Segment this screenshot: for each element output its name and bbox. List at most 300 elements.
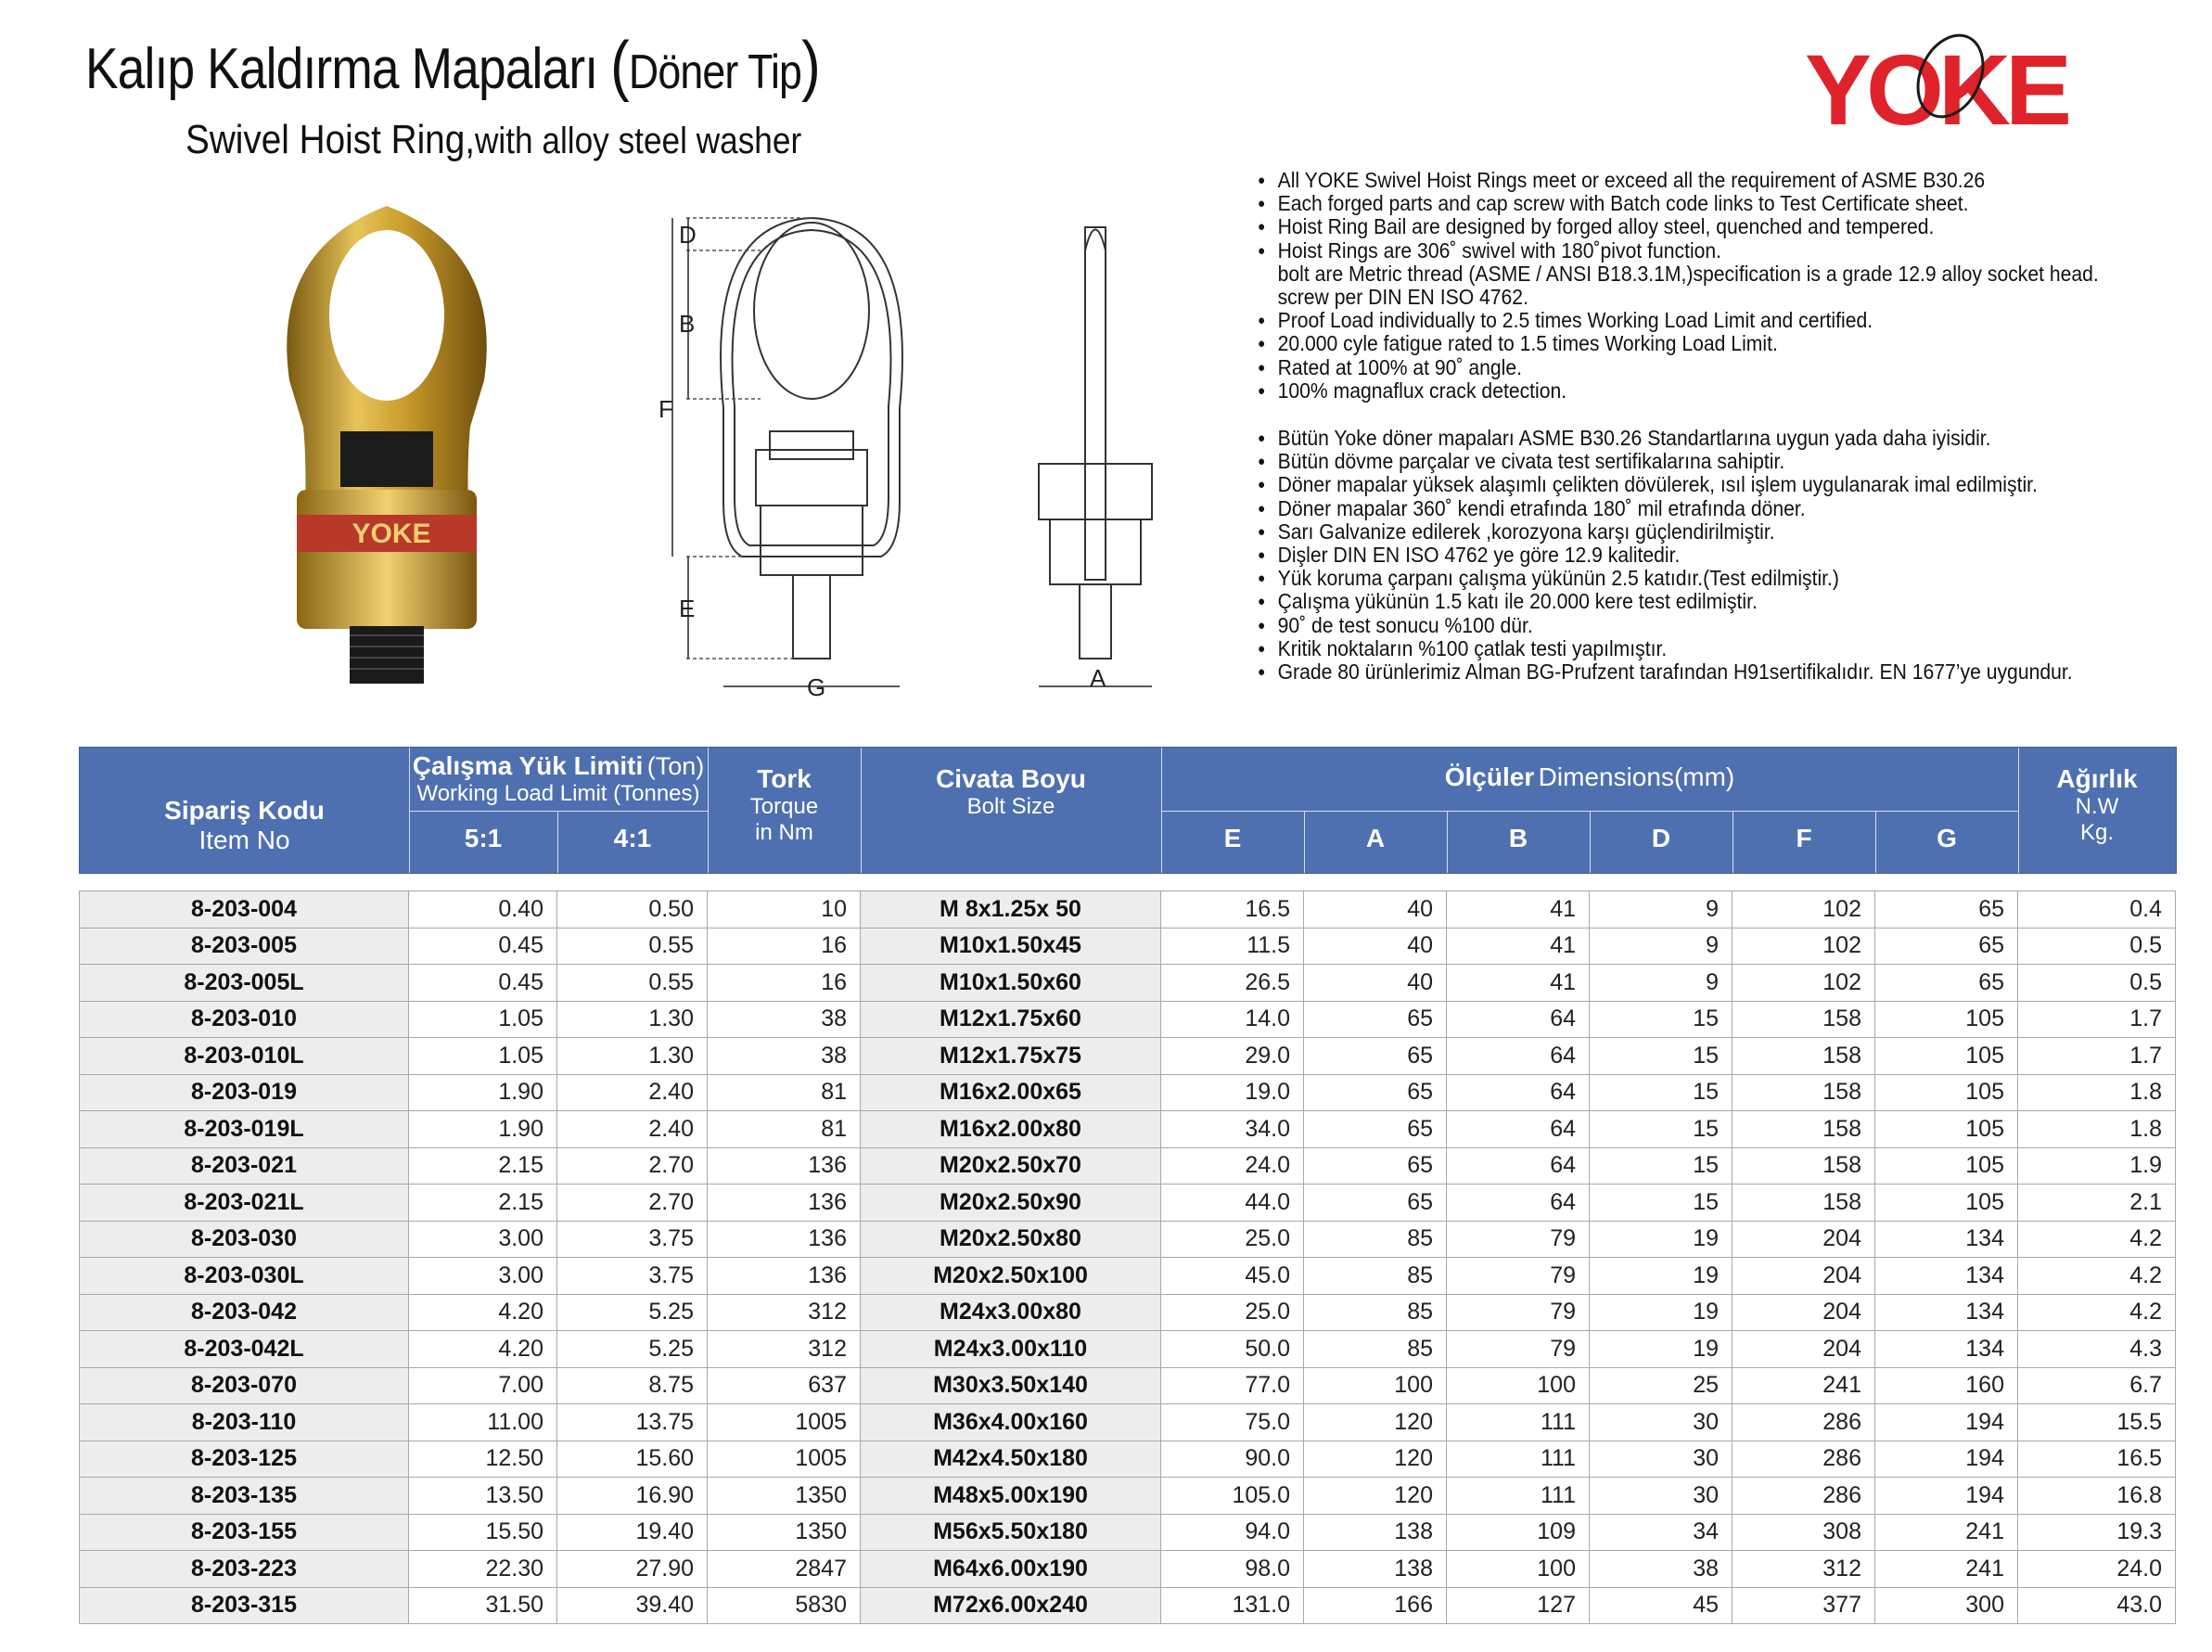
cell-dim-d: 30 (1590, 1404, 1733, 1441)
cell-torque: 1350 (708, 1478, 861, 1515)
cell-dim-f: 158 (1733, 1111, 1875, 1148)
table-row (80, 1294, 2176, 1331)
cell-wll-5-1: 0.40 (409, 891, 557, 928)
list-item: ● 90˚ de test sonucu %100 dür. (1258, 614, 2092, 637)
cell-weight: 24.0 (2018, 1551, 2176, 1588)
cell-dim-g: 105 (1875, 1147, 2018, 1185)
cell-torque: 2847 (708, 1551, 861, 1588)
cell-dim-a: 85 (1304, 1221, 1447, 1258)
cell-dim-f: 204 (1733, 1221, 1875, 1258)
cell-bolt-size: M16x2.00x65 (861, 1074, 1161, 1111)
cell-dim-g: 194 (1875, 1404, 2018, 1441)
cell-dim-b: 64 (1447, 1111, 1590, 1148)
cell-dim-a: 65 (1304, 1111, 1447, 1148)
table-row (80, 1147, 2176, 1185)
cell-dim-g: 134 (1875, 1221, 2018, 1258)
cell-dim-e: 94.0 (1161, 1514, 1304, 1551)
cell-item-no: 8-203-135 (80, 1478, 409, 1515)
cell-dim-e: 24.0 (1161, 1147, 1304, 1185)
cell-wll-5-1: 1.90 (409, 1111, 557, 1148)
cell-dim-d: 30 (1590, 1478, 1733, 1515)
header-bolt: Civata Boyu Bolt Size (936, 764, 1086, 819)
cell-dim-a: 65 (1304, 1147, 1447, 1185)
table-row (80, 1001, 2176, 1038)
cell-dim-g: 134 (1875, 1294, 2018, 1331)
cell-item-no: 8-203-004 (80, 891, 409, 928)
cell-dim-e: 25.0 (1161, 1294, 1304, 1331)
technical-drawing (631, 195, 1206, 714)
cell-dim-f: 158 (1733, 1038, 1875, 1075)
cell-wll-4-1: 3.75 (557, 1221, 708, 1258)
cell-bolt-size: M20x2.50x70 (861, 1147, 1161, 1185)
cell-dim-f: 308 (1733, 1514, 1875, 1551)
cell-dim-g: 105 (1875, 1038, 2018, 1075)
cell-dim-a: 40 (1304, 891, 1447, 928)
cell-wll-4-1: 8.75 (557, 1367, 708, 1404)
cell-dim-b: 64 (1447, 1001, 1590, 1038)
label-b: B (679, 310, 696, 338)
cell-dim-a: 65 (1304, 1038, 1447, 1075)
cell-torque: 136 (708, 1258, 861, 1295)
cell-item-no: 8-203-010 (80, 1001, 409, 1038)
cell-weight: 0.5 (2018, 928, 2176, 965)
cell-dim-e: 131.0 (1161, 1587, 1304, 1624)
title-main: Kalıp Kaldırma Mapaları (85, 37, 598, 101)
cell-dim-d: 19 (1590, 1294, 1733, 1331)
list-item: ● Bütün Yoke döner mapaları ASME B30.26 Standartlarına uygun yada daha iyisidir. (1258, 427, 2092, 450)
list-item-continued: screw per DIN EN ISO 4762. (1277, 285, 1528, 310)
cell-wll-4-1: 39.40 (557, 1587, 708, 1624)
turkish-features (1258, 427, 2185, 684)
cell-wll-5-1: 0.45 (409, 928, 557, 965)
cell-wll-5-1: 2.15 (409, 1147, 557, 1185)
list-item: ● Grade 80 ürünlerimiz Alman BG-Prufzent tarafından H91sertifikalıdır. EN 1677’ye uygundur. (1258, 660, 2092, 684)
cell-wll-5-1: 12.50 (409, 1441, 557, 1478)
cell-dim-f: 158 (1733, 1147, 1875, 1185)
cell-dim-a: 65 (1304, 1074, 1447, 1111)
cell-dim-f: 158 (1733, 1074, 1875, 1111)
cell-wll-4-1: 0.55 (557, 928, 708, 965)
page-title: Kalıp Kaldırma Mapaları (Döner Tip) (85, 29, 820, 103)
cell-dim-e: 29.0 (1161, 1038, 1304, 1075)
product-photo (252, 195, 521, 686)
cell-dim-g: 300 (1875, 1587, 2018, 1624)
cell-bolt-size: M36x4.00x160 (861, 1404, 1161, 1441)
header-dim-b: B (1508, 824, 1528, 852)
cell-dim-b: 41 (1447, 891, 1590, 928)
list-item: ● Hoist Ring Bail are designed by forged alloy steel, quenched and tempered. (1258, 215, 2092, 238)
cell-bolt-size: M20x2.50x100 (861, 1258, 1161, 1295)
cell-dim-d: 9 (1590, 891, 1733, 928)
header-ratio-4-1: 4:1 (613, 824, 652, 852)
cell-dim-b: 111 (1447, 1441, 1590, 1478)
list-item: ● Rated at 100% at 90˚ angle. (1258, 356, 2092, 379)
cell-torque: 637 (708, 1367, 861, 1404)
cell-dim-e: 16.5 (1161, 891, 1304, 928)
table-row (80, 1587, 2176, 1624)
cell-wll-4-1: 5.25 (557, 1294, 708, 1331)
list-item: ● Bütün dövme parçalar ve civata test sertifikalarına sahiptir. (1258, 450, 2092, 473)
cell-dim-f: 204 (1733, 1258, 1875, 1295)
cell-weight: 4.3 (2018, 1331, 2176, 1368)
cell-item-no: 8-203-125 (80, 1441, 409, 1478)
cell-dim-f: 158 (1733, 1001, 1875, 1038)
cell-item-no: 8-203-019 (80, 1074, 409, 1111)
cell-wll-5-1: 22.30 (409, 1551, 557, 1588)
cell-item-no: 8-203-223 (80, 1551, 409, 1588)
cell-dim-e: 90.0 (1161, 1441, 1304, 1478)
cell-dim-f: 102 (1733, 965, 1875, 1002)
header-torque: Tork Torque in Nm (749, 764, 819, 845)
cell-dim-f: 286 (1733, 1404, 1875, 1441)
label-e: E (679, 595, 696, 622)
table-row (80, 1038, 2176, 1075)
cell-weight: 2.1 (2018, 1185, 2176, 1222)
cell-item-no: 8-203-155 (80, 1514, 409, 1551)
cell-torque: 1350 (708, 1514, 861, 1551)
cell-dim-f: 286 (1733, 1478, 1875, 1515)
cell-wll-4-1: 2.40 (557, 1074, 708, 1111)
cell-bolt-size: M24x3.00x80 (861, 1294, 1161, 1331)
cell-wll-5-1: 4.20 (409, 1331, 557, 1368)
cell-torque: 5830 (708, 1587, 861, 1624)
cell-dim-a: 65 (1304, 1001, 1447, 1038)
cell-dim-g: 241 (1875, 1514, 2018, 1551)
cell-dim-g: 65 (1875, 928, 2018, 965)
cell-wll-4-1: 5.25 (557, 1331, 708, 1368)
cell-bolt-size: M20x2.50x80 (861, 1221, 1161, 1258)
photo-band-text: YOKE (352, 519, 431, 549)
cell-dim-g: 241 (1875, 1551, 2018, 1588)
cell-torque: 312 (708, 1294, 861, 1331)
cell-item-no: 8-203-030 (80, 1221, 409, 1258)
cell-weight: 1.7 (2018, 1038, 2176, 1075)
cell-weight: 4.2 (2018, 1258, 2176, 1295)
cell-dim-e: 19.0 (1161, 1074, 1304, 1111)
cell-dim-e: 25.0 (1161, 1221, 1304, 1258)
cell-dim-b: 64 (1447, 1147, 1590, 1185)
cell-dim-b: 109 (1447, 1514, 1590, 1551)
cell-dim-f: 312 (1733, 1551, 1875, 1588)
cell-dim-g: 105 (1875, 1001, 2018, 1038)
table-row (80, 1514, 2176, 1551)
cell-wll-5-1: 11.00 (409, 1404, 557, 1441)
list-item: ● Kritik noktaların %100 çatlak testi yapılmıştır. (1258, 637, 2092, 660)
header-dim-e: E (1223, 824, 1242, 852)
cell-wll-5-1: 2.15 (409, 1185, 557, 1222)
list-item: ● 100% magnaflux crack detection. (1258, 379, 2092, 403)
cell-dim-a: 85 (1304, 1258, 1447, 1295)
header-wll: Çalışma Yük Limiti (Ton) Working Load Limit (Tonnes) (412, 751, 705, 806)
cell-dim-f: 158 (1733, 1185, 1875, 1222)
cell-dim-b: 79 (1447, 1331, 1590, 1368)
cell-dim-g: 105 (1875, 1185, 2018, 1222)
list-item: ● Hoist Rings are 306˚ swivel with 180˚pivot function. (1258, 239, 2092, 263)
cell-wll-5-1: 15.50 (409, 1514, 557, 1551)
cell-torque: 81 (708, 1074, 861, 1111)
header-dimensions: Ölçüler Dimensions(mm) (1444, 762, 1735, 791)
list-item: ● All YOKE Swivel Hoist Rings meet or exceed all the requirement of ASME B30.26 (1258, 169, 2092, 192)
cell-dim-e: 98.0 (1161, 1551, 1304, 1588)
cell-weight: 15.5 (2018, 1404, 2176, 1441)
list-item: ● Proof Load individually to 2.5 times Working Load Limit and certified. (1258, 309, 2092, 332)
cell-wll-5-1: 4.20 (409, 1294, 557, 1331)
cell-dim-d: 9 (1590, 965, 1733, 1002)
cell-item-no: 8-203-030L (80, 1258, 409, 1295)
cell-dim-d: 34 (1590, 1514, 1733, 1551)
feature-list (1258, 169, 2185, 684)
table-row (80, 1478, 2176, 1515)
cell-item-no: 8-203-005L (80, 965, 409, 1002)
label-a: A (1090, 664, 1106, 692)
cell-item-no: 8-203-021L (80, 1185, 409, 1222)
cell-wll-4-1: 15.60 (557, 1441, 708, 1478)
cell-dim-b: 79 (1447, 1221, 1590, 1258)
label-f: F (658, 395, 673, 423)
cell-weight: 0.4 (2018, 891, 2176, 928)
cell-dim-g: 134 (1875, 1258, 2018, 1295)
cell-dim-g: 105 (1875, 1111, 2018, 1148)
cell-dim-f: 102 (1733, 891, 1875, 928)
list-item-continued: bolt are Metric thread (ASME / ANSI B18.3.1M,)specification is a grade 12.9 alloy socket head. (1277, 261, 2099, 286)
yoke-logo (1797, 32, 2103, 143)
cell-wll-5-1: 1.90 (409, 1074, 557, 1111)
cell-torque: 312 (708, 1331, 861, 1368)
cell-dim-f: 204 (1733, 1331, 1875, 1368)
cell-dim-f: 102 (1733, 928, 1875, 965)
cell-item-no: 8-203-042 (80, 1294, 409, 1331)
cell-dim-d: 19 (1590, 1258, 1733, 1295)
cell-torque: 38 (708, 1038, 861, 1075)
page-subtitle (185, 117, 801, 163)
cell-dim-g: 194 (1875, 1441, 2018, 1478)
cell-dim-b: 127 (1447, 1587, 1590, 1624)
cell-wll-4-1: 3.75 (557, 1258, 708, 1295)
cell-dim-d: 15 (1590, 1147, 1733, 1185)
cell-dim-a: 40 (1304, 928, 1447, 965)
cell-dim-b: 79 (1447, 1258, 1590, 1295)
cell-wll-5-1: 3.00 (409, 1221, 557, 1258)
cell-item-no: 8-203-042L (80, 1331, 409, 1368)
list-item: ● Each forged parts and cap screw with Batch code links to Test Certificate sheet. (1258, 192, 2092, 215)
cell-dim-d: 30 (1590, 1441, 1733, 1478)
cell-dim-e: 44.0 (1161, 1185, 1304, 1222)
cell-dim-a: 166 (1304, 1587, 1447, 1624)
cell-bolt-size: M30x3.50x140 (861, 1367, 1161, 1404)
cell-dim-e: 14.0 (1161, 1001, 1304, 1038)
cell-weight: 0.5 (2018, 965, 2176, 1002)
cell-wll-4-1: 0.50 (557, 891, 708, 928)
cell-weight: 43.0 (2018, 1587, 2176, 1624)
cell-dim-f: 286 (1733, 1441, 1875, 1478)
cell-dim-e: 11.5 (1161, 928, 1304, 965)
cell-dim-d: 19 (1590, 1221, 1733, 1258)
list-item: ● Yük koruma çarpanı çalışma yükünün 2.5 katıdır.(Test edilmiştir.) (1258, 567, 2092, 590)
cell-wll-5-1: 3.00 (409, 1258, 557, 1295)
header-dim-a: A (1365, 824, 1386, 852)
cell-dim-a: 65 (1304, 1185, 1447, 1222)
cell-wll-4-1: 16.90 (557, 1478, 708, 1515)
cell-wll-5-1: 1.05 (409, 1001, 557, 1038)
table-row (80, 1551, 2176, 1588)
cell-item-no: 8-203-019L (80, 1111, 409, 1148)
cell-bolt-size: M72x6.00x240 (861, 1587, 1161, 1624)
header-item-no: Sipariş Kodu Item No (164, 796, 325, 854)
cell-weight: 4.2 (2018, 1294, 2176, 1331)
table-row (80, 1331, 2176, 1368)
cell-wll-5-1: 0.45 (409, 965, 557, 1002)
cell-dim-a: 85 (1304, 1331, 1447, 1368)
list-item: ● Dişler DIN EN ISO 4762 ye göre 12.9 kalitedir. (1258, 544, 2092, 567)
cell-dim-d: 19 (1590, 1331, 1733, 1368)
cell-wll-5-1: 7.00 (409, 1367, 557, 1404)
cell-bolt-size: M12x1.75x60 (861, 1001, 1161, 1038)
cell-weight: 19.3 (2018, 1514, 2176, 1551)
header-weight: Ağırlık N.W Kg. (2056, 764, 2138, 845)
cell-weight: 1.7 (2018, 1001, 2176, 1038)
table-row (80, 1185, 2176, 1222)
subtitle-small: with alloy steel washer (475, 121, 802, 161)
cell-torque: 136 (708, 1185, 861, 1222)
table-row (80, 891, 2176, 928)
cell-bolt-size: M56x5.50x180 (861, 1514, 1161, 1551)
cell-bolt-size: M16x2.00x80 (861, 1111, 1161, 1148)
cell-bolt-size: M64x6.00x190 (861, 1551, 1161, 1588)
cell-dim-d: 15 (1590, 1038, 1733, 1075)
list-item: ● Döner mapalar yüksek alaşımlı çelikten dövülerek, ısıl işlem uygulanarak imal edilmiştir. (1258, 473, 2092, 496)
cell-dim-b: 111 (1447, 1478, 1590, 1515)
cell-torque: 16 (708, 965, 861, 1002)
cell-dim-d: 15 (1590, 1185, 1733, 1222)
cell-wll-5-1: 13.50 (409, 1478, 557, 1515)
cell-wll-4-1: 2.70 (557, 1185, 708, 1222)
logo-text: YOKE (1805, 33, 2067, 143)
cell-bolt-size: M10x1.50x45 (861, 928, 1161, 965)
cell-dim-b: 100 (1447, 1551, 1590, 1588)
cell-dim-f: 241 (1733, 1367, 1875, 1404)
cell-item-no: 8-203-005 (80, 928, 409, 965)
label-g: G (807, 673, 826, 701)
cell-dim-d: 38 (1590, 1551, 1733, 1588)
cell-wll-4-1: 1.30 (557, 1001, 708, 1038)
cell-wll-5-1: 1.05 (409, 1038, 557, 1075)
cell-torque: 136 (708, 1147, 861, 1185)
cell-dim-b: 64 (1447, 1074, 1590, 1111)
cell-dim-b: 79 (1447, 1294, 1590, 1331)
cell-bolt-size: M12x1.75x75 (861, 1038, 1161, 1075)
cell-torque: 16 (708, 928, 861, 965)
cell-torque: 81 (708, 1111, 861, 1148)
cell-dim-d: 9 (1590, 928, 1733, 965)
cell-torque: 136 (708, 1221, 861, 1258)
cell-dim-b: 41 (1447, 965, 1590, 1002)
header-dim-f: F (1796, 824, 1812, 852)
cell-wll-4-1: 19.40 (557, 1514, 708, 1551)
cell-wll-4-1: 1.30 (557, 1038, 708, 1075)
cell-weight: 1.8 (2018, 1074, 2176, 1111)
header-dim-g: G (1937, 824, 1957, 852)
table-row (80, 1441, 2176, 1478)
cell-dim-g: 134 (1875, 1331, 2018, 1368)
table-row (80, 1074, 2176, 1111)
cell-dim-e: 77.0 (1161, 1367, 1304, 1404)
cell-item-no: 8-203-315 (80, 1587, 409, 1624)
cell-dim-e: 26.5 (1161, 965, 1304, 1002)
cell-wll-4-1: 2.70 (557, 1147, 708, 1185)
table-row (80, 928, 2176, 965)
cell-dim-d: 15 (1590, 1074, 1733, 1111)
cell-item-no: 8-203-010L (80, 1038, 409, 1075)
table-row (80, 1367, 2176, 1404)
cell-item-no: 8-203-070 (80, 1367, 409, 1404)
cell-weight: 1.9 (2018, 1147, 2176, 1185)
cell-dim-g: 65 (1875, 891, 2018, 928)
cell-dim-b: 41 (1447, 928, 1590, 965)
cell-dim-a: 85 (1304, 1294, 1447, 1331)
cell-dim-a: 40 (1304, 965, 1447, 1002)
spec-table (79, 890, 2176, 1624)
table-row (80, 1111, 2176, 1148)
cell-dim-g: 194 (1875, 1478, 2018, 1515)
list-item: ● Çalışma yükünün 1.5 katı ile 20.000 kere test edilmiştir. (1258, 590, 2092, 613)
list-item: ● Sarı Galvanize edilerek ,korozyona karşı güçlendirilmiştir. (1258, 520, 2092, 544)
cell-wll-4-1: 27.90 (557, 1551, 708, 1588)
cell-dim-b: 100 (1447, 1367, 1590, 1404)
title-sub: Döner Tip (628, 45, 802, 99)
table-row (80, 965, 2176, 1002)
cell-dim-b: 64 (1447, 1185, 1590, 1222)
cell-torque: 38 (708, 1001, 861, 1038)
cell-dim-d: 15 (1590, 1111, 1733, 1148)
header-ratio-5-1: 5:1 (464, 824, 503, 852)
cell-wll-4-1: 2.40 (557, 1111, 708, 1148)
cell-torque: 10 (708, 891, 861, 928)
subtitle-main: Swivel Hoist Ring, (185, 117, 476, 162)
cell-dim-g: 65 (1875, 965, 2018, 1002)
cell-dim-g: 160 (1875, 1367, 2018, 1404)
cell-dim-d: 45 (1590, 1587, 1733, 1624)
cell-torque: 1005 (708, 1404, 861, 1441)
cell-dim-a: 138 (1304, 1514, 1447, 1551)
cell-dim-e: 105.0 (1161, 1478, 1304, 1515)
header-dim-d: D (1651, 824, 1671, 852)
list-item: ● 20.000 cyle fatigue rated to 1.5 times Working Load Limit. (1258, 332, 2092, 355)
cell-wll-4-1: 13.75 (557, 1404, 708, 1441)
cell-dim-e: 50.0 (1161, 1331, 1304, 1368)
table-row (80, 1221, 2176, 1258)
cell-weight: 4.2 (2018, 1221, 2176, 1258)
cell-dim-e: 34.0 (1161, 1111, 1304, 1148)
cell-dim-a: 120 (1304, 1441, 1447, 1478)
cell-dim-f: 377 (1733, 1587, 1875, 1624)
cell-weight: 1.8 (2018, 1111, 2176, 1148)
cell-dim-d: 25 (1590, 1367, 1733, 1404)
cell-weight: 16.8 (2018, 1478, 2176, 1515)
cell-bolt-size: M10x1.50x60 (861, 965, 1161, 1002)
cell-bolt-size: M48x5.00x190 (861, 1478, 1161, 1515)
cell-dim-a: 120 (1304, 1404, 1447, 1441)
cell-item-no: 8-203-021 (80, 1147, 409, 1185)
cell-dim-d: 15 (1590, 1001, 1733, 1038)
cell-dim-b: 111 (1447, 1404, 1590, 1441)
cell-dim-b: 64 (1447, 1038, 1590, 1075)
cell-weight: 16.5 (2018, 1441, 2176, 1478)
cell-dim-a: 120 (1304, 1478, 1447, 1515)
cell-dim-e: 75.0 (1161, 1404, 1304, 1441)
table-row (80, 1404, 2176, 1441)
label-d: D (679, 221, 697, 249)
cell-bolt-size: M 8x1.25x 50 (861, 891, 1161, 928)
